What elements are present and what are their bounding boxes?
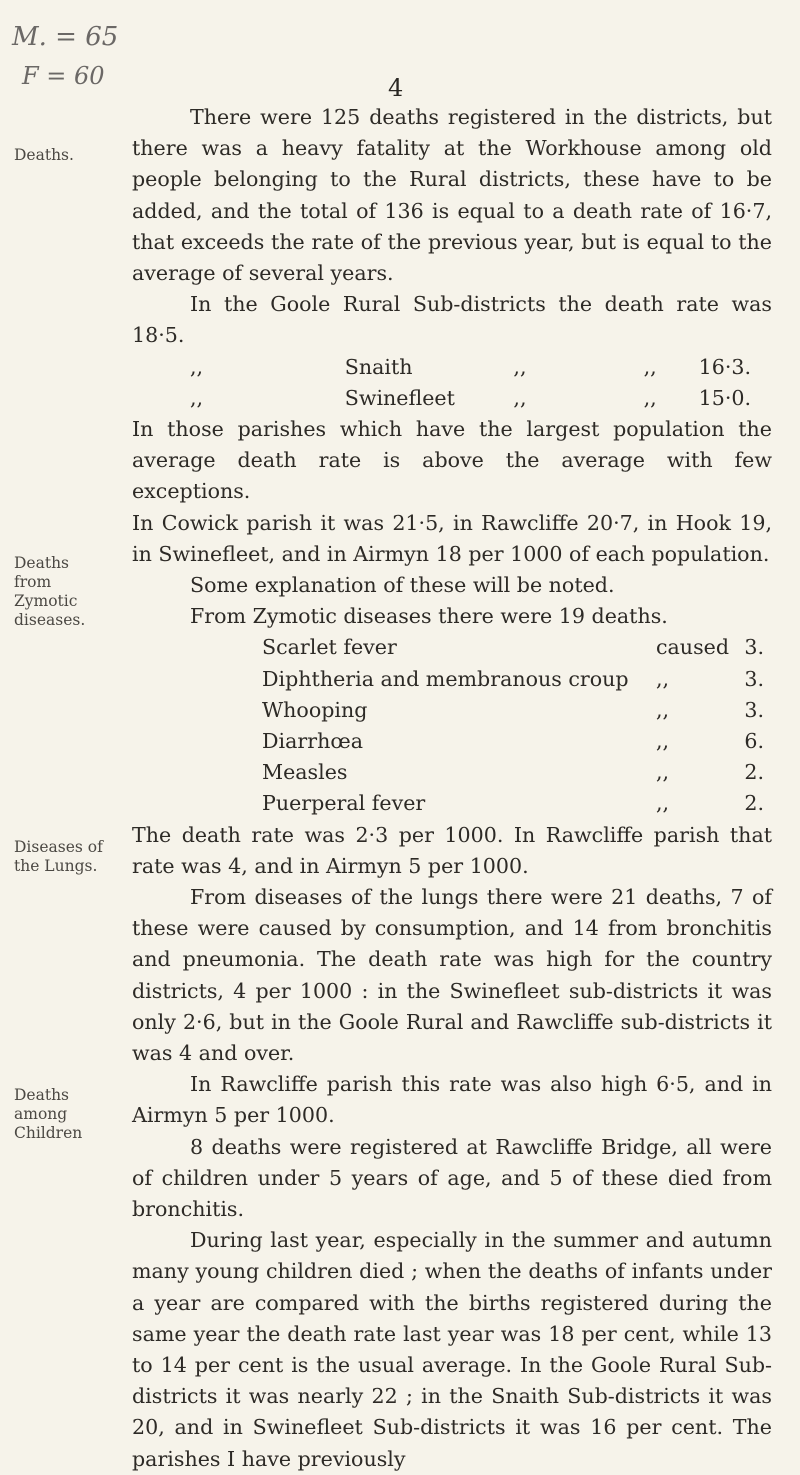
cause-row [132, 788, 772, 819]
cause-count: 3. [744, 635, 764, 660]
paragraph-deaths: There were 125 deaths registered in the districts, but there was a heavy fatality at the Workhouse among old people belonging to the Rural districts, these have to be added, and the total of 136 is equal to a death rate of 16·7, that exceeds the rate of the previous year, but is equal to the average of several years. [132, 105, 772, 286]
margin-note-zymotic: Deaths from Zymotic diseases. [14, 554, 86, 629]
cause-count: 3. [744, 666, 764, 691]
cause-name: Whooping [262, 697, 368, 722]
paragraph-lungs: From diseases of the lungs there were 21 deaths, 7 of these were caused by consumption, and 14 from bronchitis and pneumonia. The death rate was high for the country districts, 4 per 1000 : in the Swinefleet sub-districts it was only 2·6, but in the Goole Rural and Rawcliffe sub-districts it was 4 and over. [132, 884, 772, 1065]
cause-ditto: caused [656, 635, 730, 660]
cause-name: Puerperal fever [262, 791, 426, 816]
paragraph-goole-rate: In the Goole Rural Sub-districts the death rate was 18·5. [132, 292, 772, 348]
cause-ditto: ,, [656, 697, 670, 722]
paragraph-rawcliffe-lungs: In Rawcliffe parish this rate was also high 6·5, and in Airmyn 5 per 1000. [132, 1072, 772, 1128]
ditto-mark: ,, [513, 385, 527, 410]
ditto-mark: ,, [190, 354, 204, 379]
cause-ditto: ,, [656, 728, 670, 753]
cause-name: Diphtheria and membranous croup [262, 666, 629, 691]
ditto-mark: ,, [190, 385, 204, 410]
cause-ditto: ,, [656, 760, 670, 785]
margin-note-children: Deaths among Children [14, 1086, 83, 1142]
subdistrict-name: Swinefleet [344, 385, 455, 410]
subdistrict-name: Snaith [344, 354, 413, 379]
margin-note-deaths: Deaths. [14, 146, 74, 164]
cause-row [132, 695, 772, 726]
cause-count: 6. [744, 728, 764, 753]
handwritten-male-note: M. = 65 [12, 22, 119, 52]
paragraph-rawcliffe-bridge: 8 deaths were registered at Rawcliffe Bridge, all were of children under 5 years of age, and 5 of these died from bronchitis. [132, 1134, 772, 1221]
cause-name: Scarlet fever [262, 635, 397, 660]
cause-name: Measles [262, 760, 348, 785]
ditto-mark: ,, [643, 354, 657, 379]
cause-ditto: ,, [656, 666, 670, 691]
handwritten-female-note: F = 60 [22, 62, 105, 90]
subdistrict-row [132, 383, 772, 414]
paragraph-children: During last year, especially in the summer and autumn many young children died ; when the deaths of infants under a year are compared with the births registered during the same year the death rate last year was 18 per cent, while 13 to 14 per cent is the usual average. In the Goole Rural Sub-districts it was nearly 22 ; in the Snaith Sub-districts it was 20, and in Swinefleet Sub-districts it was 16 per cent. The parishes I have previously [132, 1228, 772, 1471]
cause-row [132, 664, 772, 695]
cause-name: Diarrhœa [262, 728, 363, 753]
subdistrict-rate: 15·0. [698, 385, 752, 410]
cause-count: 3. [744, 697, 764, 722]
paragraph-explanation: Some explanation of these will be noted. [190, 573, 615, 598]
cause-count: 2. [744, 760, 764, 785]
page-number: 4 [388, 74, 404, 102]
ditto-mark: ,, [643, 385, 657, 410]
subdistrict-rate: 16·3. [698, 354, 752, 379]
cause-count: 2. [744, 791, 764, 816]
paragraph-zymotic: From Zymotic diseases there were 19 deaths. [190, 604, 668, 629]
paragraph-parishes: In those parishes which have the largest population the average death rate is above the average with few exceptions. [132, 417, 772, 504]
paragraph-zymotic-rate: The death rate was 2·3 per 1000. In Rawcliffe parish that rate was 4, and in Airmyn 5 per 1000. [132, 822, 772, 878]
margin-note-lungs: Diseases of the Lungs. [14, 838, 103, 875]
body-text [132, 102, 772, 1475]
ditto-mark: ,, [513, 354, 527, 379]
cause-row [132, 632, 772, 663]
cause-ditto: ,, [656, 791, 670, 816]
subdistrict-row [132, 352, 772, 383]
paragraph-cowick: In Cowick parish it was 21·5, in Rawcliffe 20·7, in Hook 19, in Swinefleet, and in Airmyn 18 per 1000 of each population. [132, 510, 772, 566]
cause-row [132, 757, 772, 788]
cause-row [132, 726, 772, 757]
